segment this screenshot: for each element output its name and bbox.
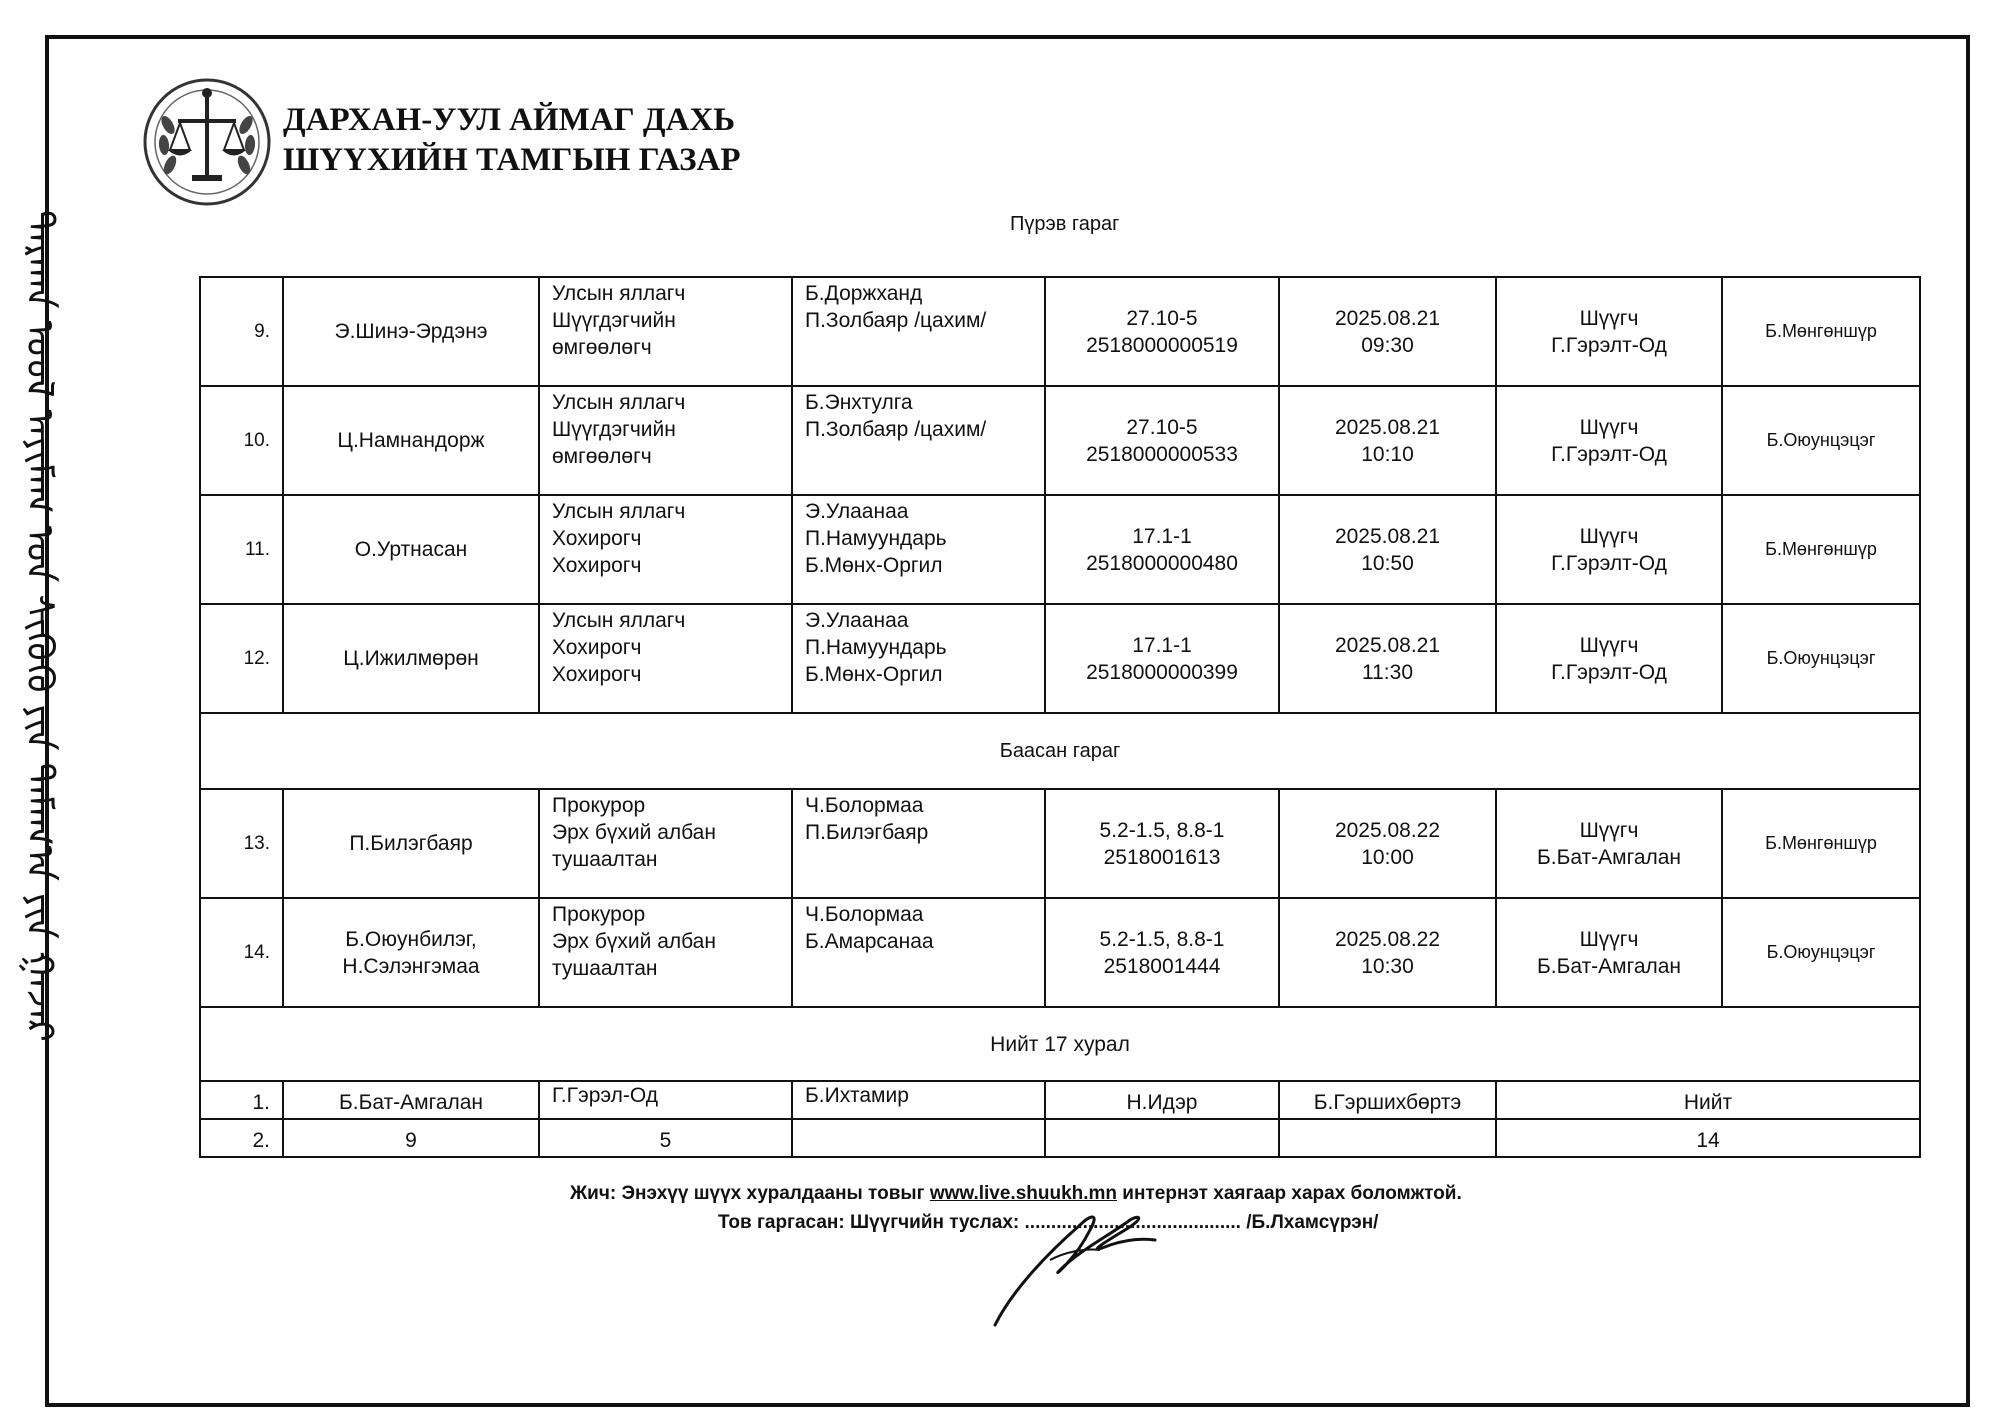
datetime-cell: 2025.08.21 11:30 bbox=[1279, 604, 1496, 713]
row-number-cell: 14. bbox=[200, 898, 283, 1007]
website-link[interactable]: www.live.shuukh.mn bbox=[929, 1183, 1118, 1204]
clerk-cell: Б.Мөнгөншүр bbox=[1722, 789, 1920, 898]
organization-title bbox=[283, 100, 740, 180]
participants-cell: Б.Энхтулга П.Золбаяр /цахим/ bbox=[792, 386, 1045, 495]
court-emblem-icon bbox=[140, 75, 275, 210]
summary-cell bbox=[1279, 1119, 1496, 1157]
day-heading-thursday: Пүрэв гараг bbox=[1010, 213, 1120, 235]
clerk-cell: Б.Оюунцэцэг bbox=[1722, 898, 1920, 1007]
summary-cell: 5 bbox=[539, 1119, 792, 1157]
participants-cell: Ч.Болормаа П.Билэгбаяр bbox=[792, 789, 1045, 898]
row-number-cell: 10. bbox=[200, 386, 283, 495]
summary-cell: Н.Идэр bbox=[1045, 1081, 1279, 1119]
mongolian-script-heading: ᠳᠠᠷᠬᠠᠨ ᠤᠤᠯ ᠠᠶᠢᠮᠠᠭ ᠤᠨ ᠰᠢᠭᠦᠬᠦ ᠶᠢᠨ ᠲᠠᠮᠠᠭ᠎ᠠ ᠶᠢᠨ ᠭᠠᠵᠠᠷ bbox=[18, 210, 62, 1042]
clerk-cell: Б.Мөнгөншүр bbox=[1722, 277, 1920, 386]
schedule-table bbox=[199, 276, 1921, 1158]
summary-cell: 14 bbox=[1496, 1119, 1920, 1157]
total-hearings-label: Нийт 17 хурал bbox=[200, 1007, 1920, 1081]
judge-cell: Шүүгч Б.Бат-Амгалан bbox=[1496, 898, 1722, 1007]
summary-cell: Г.Гэрэл-Од bbox=[539, 1081, 792, 1119]
summary-cell: Б.Гэршихбөртэ bbox=[1279, 1081, 1496, 1119]
defendant-cell: Э.Шинэ-Эрдэнэ bbox=[283, 277, 539, 386]
datetime-cell: 2025.08.21 10:10 bbox=[1279, 386, 1496, 495]
case-number-cell: 5.2-1.5, 8.8-1 2518001613 bbox=[1045, 789, 1279, 898]
schedule-row bbox=[200, 386, 1920, 495]
parties-cell: Улсын яллагч Шүүгдэгчийн өмгөөлөгч bbox=[539, 277, 792, 386]
datetime-cell: 2025.08.22 10:30 bbox=[1279, 898, 1496, 1007]
judge-cell: Шүүгч Г.Гэрэлт-Од bbox=[1496, 386, 1722, 495]
title-line-2: ШҮҮХИЙН ТАМГЫН ГАЗАР bbox=[283, 142, 741, 178]
summary-cell: Нийт bbox=[1496, 1081, 1920, 1119]
judge-cell: Шүүгч Г.Гэрэлт-Од bbox=[1496, 604, 1722, 713]
judge-cell: Шүүгч Г.Гэрэлт-Од bbox=[1496, 495, 1722, 604]
parties-cell: Улсын яллагч Шүүгдэгчийн өмгөөлөгч bbox=[539, 386, 792, 495]
day-heading-friday: Баасан гараг bbox=[200, 713, 1920, 789]
summary-cell bbox=[1045, 1119, 1279, 1157]
schedule-row bbox=[200, 898, 1920, 1007]
issued-by-line: Тов гаргасан: Шүүгчийн туслах: ......................................... /Б.Лхамсүрэн/ bbox=[718, 1212, 1379, 1233]
summary-row-judges bbox=[200, 1081, 1920, 1119]
participants-cell: Э.Улаанаа П.Намуундарь Б.Мөнх-Оргил bbox=[792, 495, 1045, 604]
judge-cell: Шүүгч Г.Гэрэлт-Од bbox=[1496, 277, 1722, 386]
clerk-cell: Б.Мөнгөншүр bbox=[1722, 495, 1920, 604]
summary-cell: Б.Ихтамир bbox=[792, 1081, 1045, 1119]
parties-cell: Улсын яллагч Хохирогч Хохирогч bbox=[539, 604, 792, 713]
participants-cell: Э.Улаанаа П.Намуундарь Б.Мөнх-Оргил bbox=[792, 604, 1045, 713]
title-line-1: ДАРХАН-УУЛ АЙМАГ ДАХЬ bbox=[283, 102, 736, 138]
parties-cell: Прокурор Эрх бүхий албан тушаалтан bbox=[539, 789, 792, 898]
summary-cell: Б.Бат-Амгалан bbox=[283, 1081, 539, 1119]
case-number-cell: 17.1-1 2518000000480 bbox=[1045, 495, 1279, 604]
note-suffix: интернэт хаягаар харах боломжтой. bbox=[1117, 1183, 1462, 1204]
datetime-cell: 2025.08.21 09:30 bbox=[1279, 277, 1496, 386]
row-number-cell: 12. bbox=[200, 604, 283, 713]
row-number-cell: 9. bbox=[200, 277, 283, 386]
schedule-row bbox=[200, 789, 1920, 898]
signature-image bbox=[990, 1200, 1160, 1330]
parties-cell: Улсын яллагч Хохирогч Хохирогч bbox=[539, 495, 792, 604]
summary-cell bbox=[792, 1119, 1045, 1157]
participants-cell: Ч.Болормаа Б.Амарсанаа bbox=[792, 898, 1045, 1007]
case-number-cell: 27.10-5 2518000000519 bbox=[1045, 277, 1279, 386]
defendant-cell: Б.Оюунбилэг, Н.Сэлэнгэмаа bbox=[283, 898, 539, 1007]
datetime-cell: 2025.08.22 10:00 bbox=[1279, 789, 1496, 898]
judge-cell: Шүүгч Б.Бат-Амгалан bbox=[1496, 789, 1722, 898]
day-row-friday bbox=[200, 713, 1920, 789]
case-number-cell: 27.10-5 2518000000533 bbox=[1045, 386, 1279, 495]
defendant-cell: О.Уртнасан bbox=[283, 495, 539, 604]
clerk-cell: Б.Оюунцэцэг bbox=[1722, 604, 1920, 713]
note-prefix: Жич: Энэхүү шүүх хуралдааны товыг bbox=[570, 1183, 930, 1204]
summary-row-counts bbox=[200, 1119, 1920, 1157]
defendant-cell: П.Билэгбаяр bbox=[283, 789, 539, 898]
clerk-cell: Б.Оюунцэцэг bbox=[1722, 386, 1920, 495]
summary-cell: 1. bbox=[200, 1081, 283, 1119]
row-number-cell: 11. bbox=[200, 495, 283, 604]
row-number-cell: 13. bbox=[200, 789, 283, 898]
defendant-cell: Ц.Ижилмөрөн bbox=[283, 604, 539, 713]
parties-cell: Прокурор Эрх бүхий албан тушаалтан bbox=[539, 898, 792, 1007]
schedule-row bbox=[200, 604, 1920, 713]
case-number-cell: 5.2-1.5, 8.8-1 2518001444 bbox=[1045, 898, 1279, 1007]
summary-cell: 2. bbox=[200, 1119, 283, 1157]
participants-cell: Б.Доржханд П.Золбаяр /цахим/ bbox=[792, 277, 1045, 386]
defendant-cell: Ц.Намнандорж bbox=[283, 386, 539, 495]
schedule-row bbox=[200, 495, 1920, 604]
datetime-cell: 2025.08.21 10:50 bbox=[1279, 495, 1496, 604]
schedule-row bbox=[200, 277, 1920, 386]
case-number-cell: 17.1-1 2518000000399 bbox=[1045, 604, 1279, 713]
summary-cell: 9 bbox=[283, 1119, 539, 1157]
total-row bbox=[200, 1007, 1920, 1081]
